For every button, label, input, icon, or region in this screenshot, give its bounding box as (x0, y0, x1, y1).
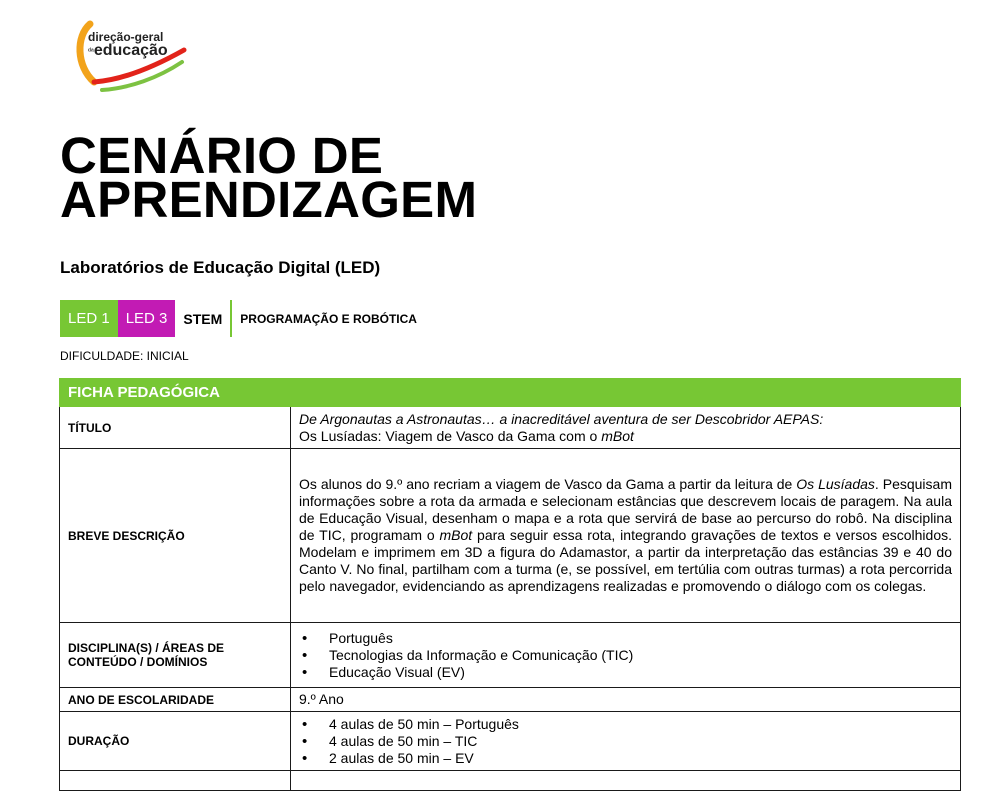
ano-label: ANO DE ESCOLARIDADE (60, 688, 291, 712)
list-item: • 4 aulas de 50 min – TIC (299, 733, 952, 750)
page-title (60, 127, 478, 228)
descricao-em1: Os Lusíadas (796, 476, 875, 492)
tag-led1: LED 1 (60, 300, 118, 337)
tag-row (60, 300, 425, 337)
table-row-cutoff (60, 771, 961, 791)
ficha-pedagogica-table (59, 378, 961, 791)
tag-stem: STEM (175, 300, 232, 337)
descricao-part3: para seguir essa rota, integrando gravações de textos e versos escolhidos. Modelam e imprimem em 3D a figura do Adamastor, a partir da interpretação das estâncias 39 e 40 do Canto V. No final, partilham com a turma (e, se possível, em tertúlia com outras turmas) a rota percorrida pelo navegador, evidenciando as aprendizagens realizadas e promovendo o diálogo com os colegas. (299, 527, 952, 594)
logo-text-line2: educação (93, 42, 168, 59)
titulo-line2-text: Os Lusíadas: Viagem de Vasco da Gama com o (299, 427, 602, 444)
list-item: • Português (299, 630, 952, 647)
table-row-descricao (60, 449, 961, 623)
logo-text-small: da (88, 47, 94, 54)
titulo-line2 (299, 428, 952, 445)
duracao-list (299, 716, 952, 767)
logo-text-line1: direção-geral (88, 30, 164, 44)
titulo-line2-em: mBot (601, 427, 634, 444)
duracao-label: DURAÇÃO (60, 712, 291, 771)
descricao-text (291, 449, 961, 623)
table-row-duracao (60, 712, 961, 771)
disciplinas-label (60, 623, 291, 688)
titulo-label: TÍTULO (60, 407, 291, 449)
page-subtitle: Laboratórios de Educação Digital (LED) (60, 258, 381, 277)
tag-area: PROGRAMAÇÃO E ROBÓTICA (240, 311, 417, 326)
table-row-disciplinas (60, 623, 961, 688)
list-item: • Educação Visual (EV) (299, 664, 952, 681)
table-row-titulo (60, 407, 961, 449)
dge-logo (72, 16, 192, 98)
list-item: • Tecnologias da Informação e Comunicação (TIC) (299, 647, 952, 664)
tag-led3: LED 3 (118, 300, 176, 337)
descricao-em2: mBot (439, 527, 473, 543)
page-title-line2: APRENDIZAGEM (60, 171, 478, 228)
descricao-part1: Os alunos do 9.º ano recriam a viagem de Vasco da Gama a partir da leitura de (299, 476, 797, 492)
cutoff-label (60, 771, 291, 791)
difficulty-label: DIFICULDADE: INICIAL (60, 349, 189, 363)
descricao-label: BREVE DESCRIÇÃO (60, 449, 291, 623)
table-header: FICHA PEDAGÓGICA (60, 379, 961, 407)
list-item: • 4 aulas de 50 min – Português (299, 716, 952, 733)
disciplinas-list (299, 630, 952, 681)
disciplinas-label-line2: CONTEÚDO / DOMÍNIOS (68, 655, 208, 669)
page-title-line1: CENÁRIO DE (60, 127, 384, 184)
ano-value: 9.º Ano (291, 688, 961, 712)
cutoff-value (291, 771, 961, 791)
list-item: • 2 aulas de 50 min – EV (299, 750, 952, 767)
titulo-line1: De Argonautas a Astronautas… a inacreditável aventura de ser Descobridor AEPAS: (299, 410, 824, 427)
table-row-ano (60, 688, 961, 712)
descricao-part2: . Pesquisam informações sobre a rota da armada e selecionam estâncias que descrevem locais de paragem. Na aula de Educação Visual, desenham o mapa e a rota que servirá de base ao percurso do robô. Na disciplina de TIC, programam o (299, 476, 952, 543)
disciplinas-label-line1: DISCIPLINA(S) / ÁREAS DE (68, 641, 225, 655)
